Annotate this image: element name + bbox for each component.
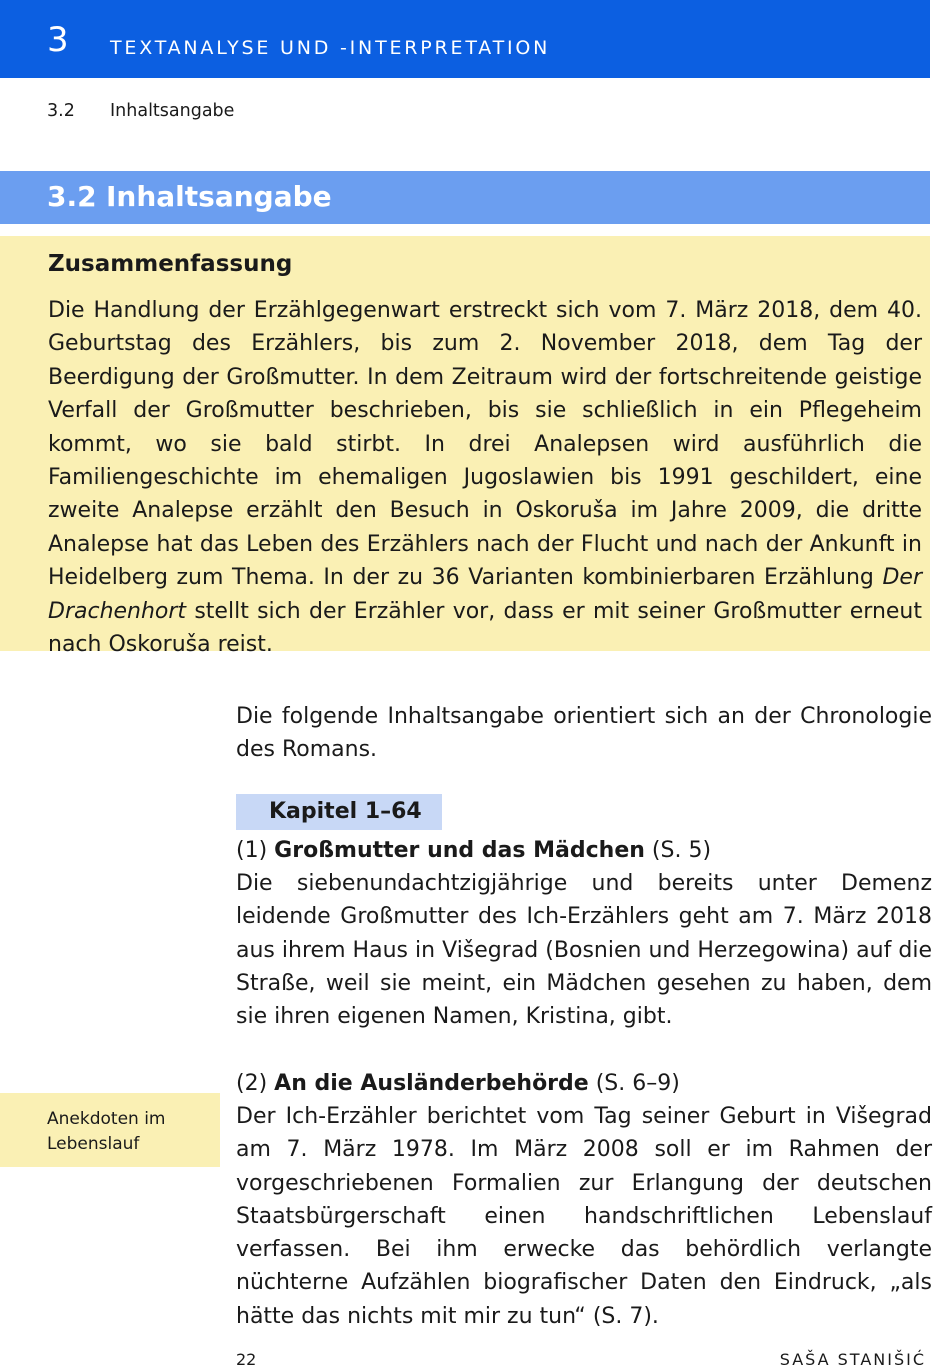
section-title: Inhaltsangabe: [106, 180, 332, 213]
entry-body: Die siebenundachtzigjährige und bereits unter Demenz leidende Großmutter des Ich-Erzählers geht am 7. März 2018 aus ihrem Haus in Višegrad (Bosnien und Herzegowina) auf die Straße, weil sie meint, ein Mädchen gesehen zu haben, dem sie ihren eigenen Namen, Kristina, gibt.: [236, 871, 932, 1030]
breadcrumb-number: 3.2: [47, 101, 75, 121]
summary-book-title: Der Drachenhort: [48, 565, 922, 624]
entry-body: Der Ich-Erzähler berichtet vom Tag seiner Geburt in Višegrad am 7. März 1978. Im März 2008 soll er im Rahmen der vorgeschriebenen Formalien zur Erlangung der deutschen Staatsbürgerschaft einen handschriftlichen Lebenslauf verfassen. Bei ihm erwecke das behördlich verlangte nüchterne Aufzählen biografischer Daten den Eindruck, „als hätte das nichts mit mir zu tun“ (S. 7).: [236, 1104, 932, 1329]
chapter-range-label: Kapitel 1–64: [269, 799, 422, 824]
summary-text-part-1: Die Handlung der Erzählgegenwart erstreckt sich vom 7. März 2018, dem 40. Geburtstag des Erzählers, bis zum 2. November 2018, dem Tag der Beerdigung der Großmutter. In dem Zeitraum wird der fortschreitende geistige Verfall der Großmutter beschrieben, bis sie schließlich in ein Pflegeheim kommt, wo sie bald stirbt. In drei Analepsen wird ausführlich die Familiengeschichte im ehemaligen Jugoslawien bis 1991 geschildert, eine zweite Analepse erzählt den Besuch in Oskoruša im Jahre 2009, die dritte Analepse hat das Leben des Erzählers nach der Flucht und nach der Ankunft in Heidelberg zum Thema. In der zu 36 Varianten kombinierbaren Erzählung: [48, 298, 922, 591]
entry-pages: (S. 5): [651, 838, 712, 863]
entry-title: Großmutter und das Mädchen: [274, 838, 645, 863]
chapter-number: 3: [47, 20, 69, 60]
summary-text: [48, 294, 922, 661]
summary-entry: [236, 835, 932, 1033]
entry-title: An die Ausländerbehörde: [274, 1071, 589, 1096]
summary-entry: [236, 1068, 932, 1333]
author-name: SAŠA STANIŠIĆ: [779, 1350, 926, 1369]
summary-text-part-2: stellt sich der Erzähler vor, dass er mit seiner Großmutter erneut nach Oskoruša reist.: [48, 598, 922, 658]
breadcrumb: [47, 100, 235, 122]
section-heading-bar: [0, 171, 930, 224]
entry-number: (2): [236, 1071, 268, 1096]
chapter-title: TEXTANALYSE UND -INTERPRETATION: [110, 37, 551, 59]
entry-title-line: [236, 1068, 932, 1100]
entry-number: (1): [236, 838, 268, 863]
section-number: 3.2: [47, 180, 97, 213]
entry-pages: (S. 6–9): [595, 1071, 680, 1096]
entry-title-line: [236, 835, 932, 867]
intro-paragraph: Die folgende Inhaltsangabe orientiert sich an der Chronologie des Romans.: [236, 704, 932, 762]
page-number: 22: [236, 1350, 257, 1369]
chapter-header-bar: [0, 0, 930, 78]
chapter-range-badge: [236, 794, 442, 830]
margin-note: [0, 1093, 220, 1167]
summary-heading: Zusammenfassung: [48, 251, 293, 277]
breadcrumb-title: Inhaltsangabe: [110, 101, 235, 121]
margin-note-text: Anekdoten im Lebenslauf: [47, 1109, 166, 1154]
